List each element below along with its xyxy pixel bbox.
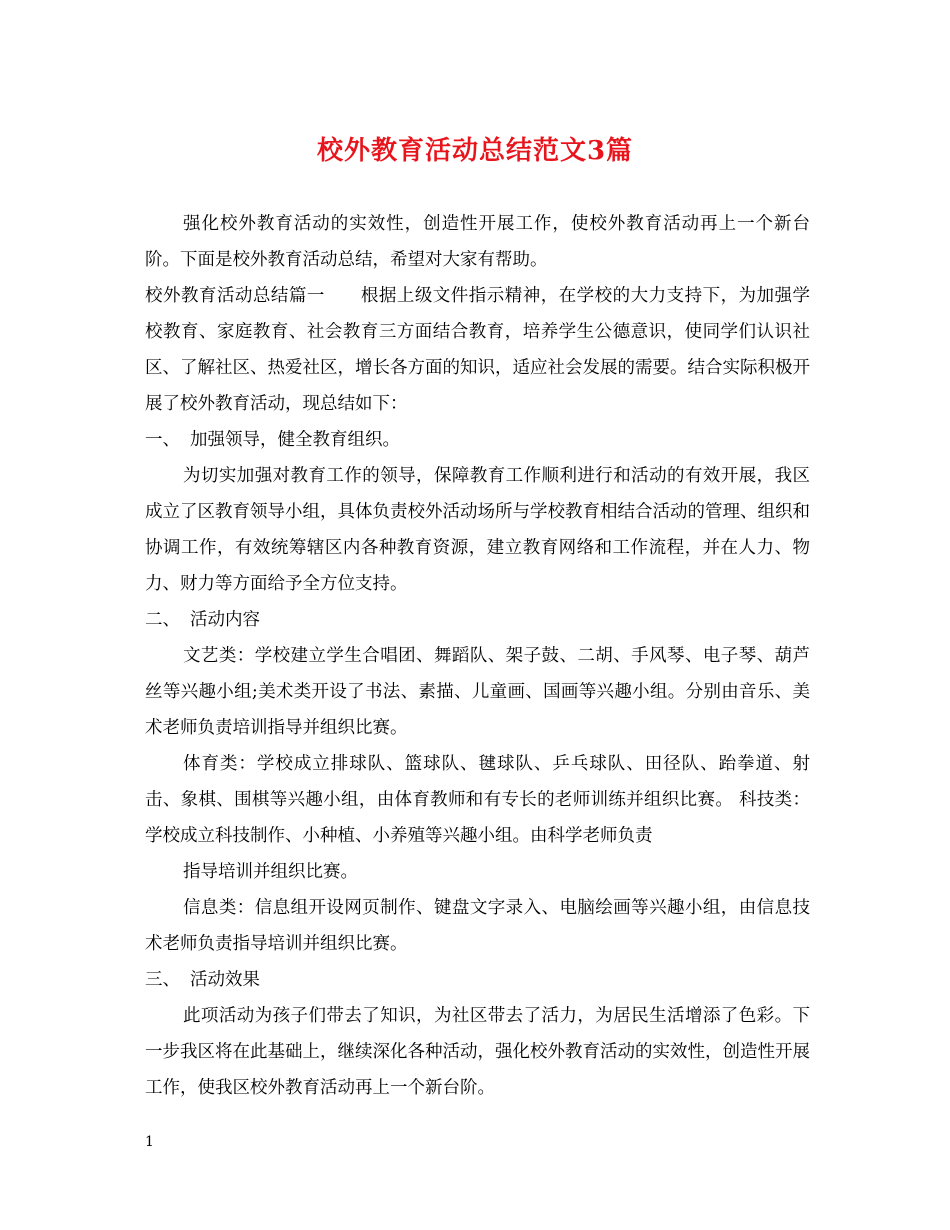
part1-heading: 校外教育活动总结篇一 [145, 286, 325, 306]
part1-paragraph [145, 278, 810, 422]
section-heading-1 [145, 422, 810, 458]
document-body [145, 206, 810, 1106]
section3-paragraph: 此项活动为孩子们带去了知识，为社区带去了活力，为居民生活增添了色彩。下一步我区将在此基础上，继续深化各种活动，强化校外教育活动的实效性，创造性开展工作，使我区校外教育活动再上一个新台阶。 [145, 1006, 810, 1098]
document-title: 校外教育活动总结范文3篇 [316, 136, 634, 166]
section-heading-2 [145, 602, 810, 638]
intro-paragraph: 强化校外教育活动的实效性，创造性开展工作，使校外教育活动再上一个新台阶。下面是校外教育活动总结，希望对大家有帮助。 [145, 214, 810, 270]
section-title-1: 加强领导，健全教育组织。 [190, 430, 400, 450]
sports-science-paragraph: 体育类：学校成立排球队、篮球队、毽球队、乒乓球队、田径队、跆拳道、射击、象棋、围棋等兴趣小组，由体育教师和有专长的老师训练并组织比赛。 科技类：学校成立科技制作、小种植、小养殖等兴趣小组。由科学老师负责 [145, 754, 810, 846]
arts-paragraph: 文艺类：学校建立学生合唱团、舞蹈队、架子鼓、二胡、手风琴、电子琴、葫芦丝等兴趣小组;美术类开设了书法、素描、儿童画、国画等兴趣小组。分别由音乐、美术老师负责培训指导并组织比赛。 [145, 646, 810, 738]
section-number-1: 一、 [145, 430, 180, 450]
section-heading-3 [145, 962, 810, 998]
part1-intro-text: 根据上级文件指示精神，在学校的大力支持下，为加强学校教育、家庭教育、社会教育三方面结合教育，培养学生公德意识，使同学们认识社区、了解社区、热爱社区，增长各方面的知识，适应社会发展的需要。结合实际积极开展了校外教育活动，现总结如下： [145, 286, 811, 414]
page-number: 1 [145, 1134, 154, 1150]
info-paragraph: 信息类：信息组开设网页制作、键盘文字录入、电脑绘画等兴趣小组，由信息技术老师负责指导培训并组织比赛。 [145, 898, 810, 954]
section1-paragraph: 为切实加强对教育工作的领导，保障教育工作顺利进行和活动的有效开展，我区成立了区教育领导小组，具体负责校外活动场所与学校教育相结合活动的管理、组织和协调工作，有效统筹辖区内各种教育资源，建立教育网络和工作流程，并在人力、物力、财力等方面给予全方位支持。 [145, 466, 810, 594]
section-title-3: 活动效果 [190, 970, 260, 990]
science-continued-paragraph: 指导培训并组织比赛。 [183, 862, 358, 882]
section-title-2: 活动内容 [190, 610, 260, 630]
section-number-2: 二、 [145, 610, 180, 630]
section-number-3: 三、 [145, 970, 180, 990]
